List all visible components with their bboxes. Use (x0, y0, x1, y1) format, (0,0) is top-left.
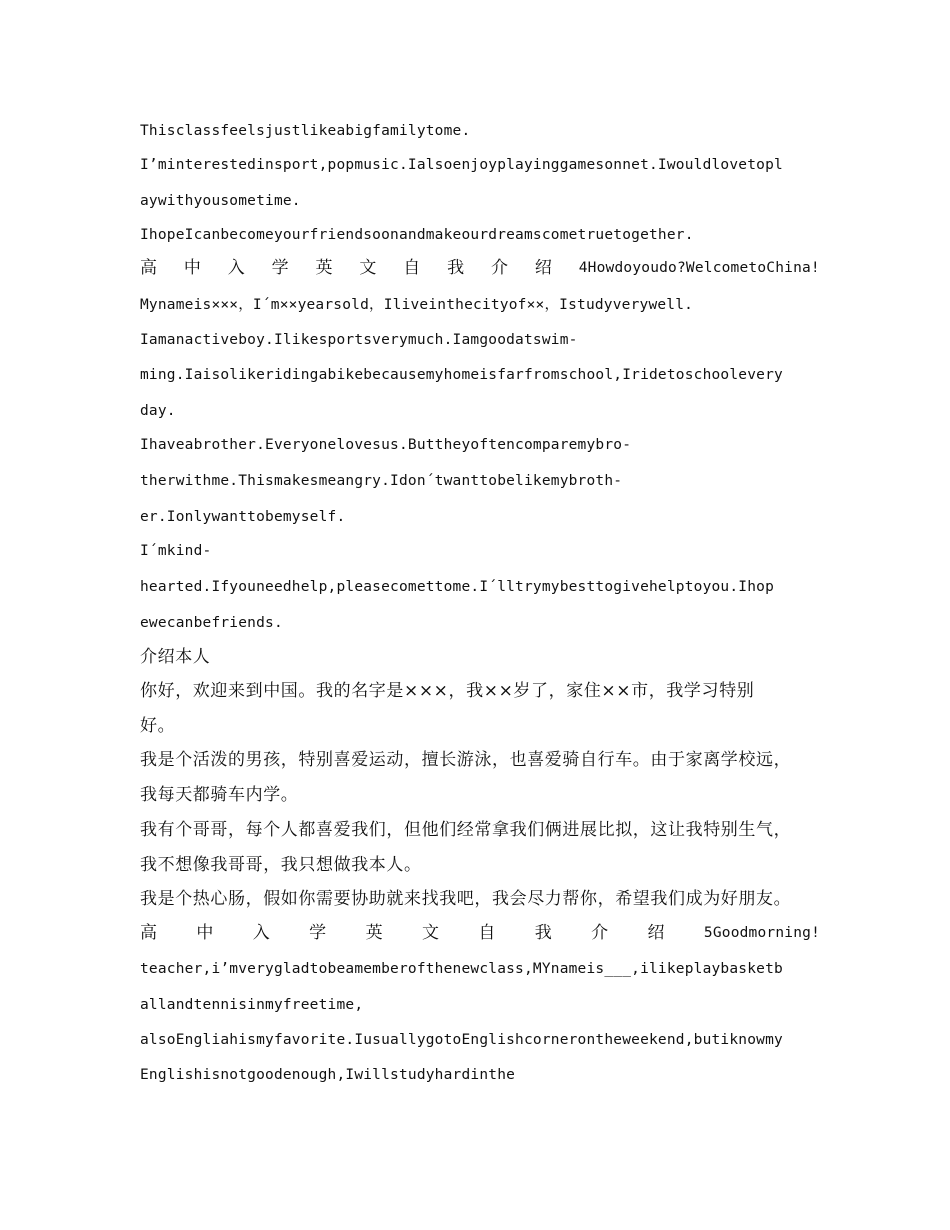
heading-char: 学 (309, 923, 327, 943)
text-line: 我是个热心肠，假如你需要协助就来找我吧，我会尽力帮你，希望我们成为好朋友。 (140, 889, 792, 909)
heading-char: 入 (252, 923, 270, 943)
text-line: ewecanbefriends. (140, 615, 283, 631)
heading-char: 英 (365, 923, 383, 943)
heading-char: 中 (183, 258, 201, 278)
heading-char: 高 (140, 258, 157, 278)
heading-char: 绍 (647, 923, 665, 943)
text-line: ming.Iaisolikeridingabikebecausemyhomeisfarfromschool,Iridetoschoolevery (140, 367, 783, 383)
text-line: Mynameis×××，I´m××yearsold，Iliveinthecityof××，Istudyverywell. (140, 297, 694, 313)
heading-char: 我 (534, 923, 552, 943)
text-line: alsoEngliahismyfavorite.IusuallygotoEnglishcornerontheweekend,butiknowmy (140, 1032, 783, 1048)
text-line: Iamanactiveboy.Ilikesportsverymuch.Iamgoodatswim- (140, 332, 578, 348)
heading-char: 自 (403, 258, 421, 278)
heading-char: 介 (591, 923, 609, 943)
heading-char: 文 (421, 923, 439, 943)
text-line: 我每天都骑车内学。 (140, 785, 299, 805)
text-line: Thisclassfeelsjustlikeabigfamilytome. (140, 123, 471, 139)
text-line: aywithyousometime. (140, 193, 301, 209)
heading-char: 学 (271, 258, 289, 278)
text-line: 我有个哥哥，每个人都喜爱我们，但他们经常拿我们俩进展比拟，这让我特别生气， (140, 820, 792, 840)
text-line: hearted.Ifyouneedhelp,pleasecomettome.I´lltrymybesttogivehelptoyou.Ihop (140, 579, 775, 595)
heading-tail: 4Howdoyoudo?WelcometoChina! (578, 260, 820, 276)
section-subtitle: 介绍本人 (140, 647, 211, 667)
text-line: 你好，欢迎来到中国。我的名字是×××，我××岁了，家住××市，我学习特别 (140, 681, 755, 701)
text-line: 我是个活泼的男孩，特别喜爱运动，擅长游泳，也喜爱骑自行车。由于家离学校远， (140, 750, 792, 770)
text-line: 好。 (140, 716, 176, 736)
text-line: teacher,i’mverygladtobeamemberofthenewclass,MYnameis___,ilikeplaybasketb (140, 961, 783, 977)
text-line: I’minterestedinsport,popmusic.Ialsoenjoyplayinggamesonnet.Iwouldlovetopl (140, 157, 783, 173)
heading-char: 自 (478, 923, 496, 943)
text-line: 我不想像我哥哥，我只想做我本人。 (140, 855, 422, 875)
text-line: Ihaveabrother.Everyonelovesus.Buttheyoftencomparemybro- (140, 437, 632, 453)
text-line: allandtennisinmyfreetime, (140, 997, 364, 1013)
heading-char: 我 (447, 258, 465, 278)
heading-char: 绍 (534, 258, 552, 278)
section-heading-5 (140, 918, 820, 948)
heading-char: 入 (227, 258, 245, 278)
heading-char: 英 (315, 258, 333, 278)
text-line: I´mkind- (140, 543, 212, 559)
heading-char: 中 (196, 923, 214, 943)
heading-char: 高 (140, 923, 157, 943)
heading-tail: 5Goodmorning! (703, 925, 820, 941)
text-line: therwithme.Thismakesmeangry.Idon´twanttobelikemybroth- (140, 473, 623, 489)
section-heading-4 (140, 253, 820, 283)
text-line: IhopeIcanbecomeyourfriendsoonandmakeourdreamscometruetogether. (140, 227, 694, 243)
text-line: day. (140, 403, 176, 419)
text-line: Englishisnotgoodenough,Iwillstudyhardinthe (140, 1067, 516, 1083)
heading-char: 介 (491, 258, 508, 278)
text-line: er.Ionlywanttobemyself. (140, 509, 346, 525)
heading-char: 文 (359, 258, 377, 278)
